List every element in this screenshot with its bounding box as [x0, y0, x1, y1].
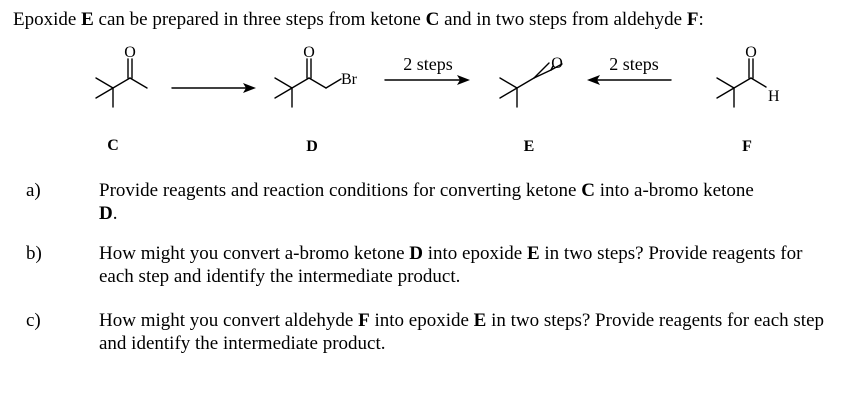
compound-label-d: D [306, 138, 318, 155]
question-text: Provide reagents and reaction conditions for converting ketone C into a-bromo ketone D. [99, 180, 754, 224]
atom-o-d: O [303, 44, 315, 61]
intro-text-3: and in two steps from aldehyde [439, 9, 687, 30]
intro-text-4: : [698, 9, 704, 30]
atom-h-f: H [768, 88, 780, 105]
structure-d [275, 59, 341, 107]
compound-label-c: C [107, 137, 119, 154]
intro-text-1: Epoxide [13, 9, 82, 30]
compound-labels [107, 137, 752, 155]
question-letter: c) [26, 310, 41, 331]
compound-label-e: E [523, 138, 535, 155]
intro-text-2: can be prepared in three steps from ketone [93, 9, 426, 30]
arrow-label-d-e: 2 steps [403, 54, 453, 74]
arrow-labels [403, 54, 659, 74]
arrow-label-f-e: 2 steps [609, 54, 659, 74]
structure-c [96, 59, 147, 107]
question-letter: a) [26, 180, 41, 201]
intro-bold-f: F [686, 9, 699, 30]
question-text: How might you convert a-bromo ketone D into epoxide E in two steps? Provide reagents for each step and identify the intermediate product. [99, 243, 803, 287]
atom-o-e: O [551, 55, 563, 72]
compound-label-f: F [742, 138, 752, 155]
atom-o-f: O [745, 44, 757, 61]
structure-f [717, 59, 766, 107]
question-text: How might you convert aldehyde F into epoxide E in two steps? Provide reagents for each step and identify the intermediate product. [99, 310, 825, 354]
atom-o-c: O [124, 44, 136, 61]
intro-bold-c: C [425, 9, 440, 30]
atom-br-d: Br [341, 71, 357, 88]
question-letter: b) [26, 243, 42, 264]
arrow-heads [243, 75, 600, 93]
intro-bold-e: E [81, 9, 94, 30]
